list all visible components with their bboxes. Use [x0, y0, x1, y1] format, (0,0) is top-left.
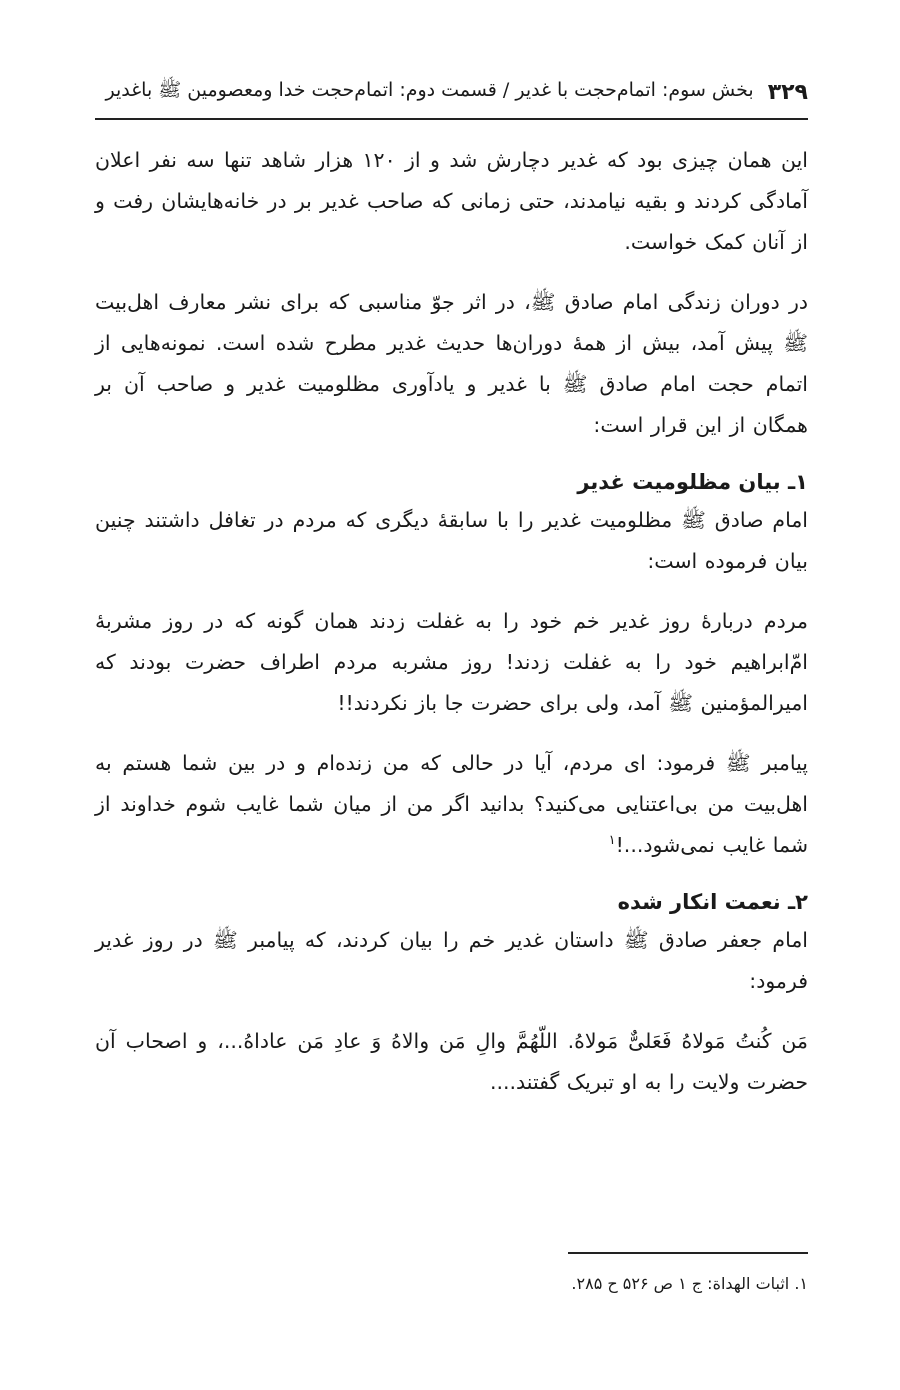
quote-paragraph-7: مَن کُنتُ مَولاهُ فَعَلیٌّ مَولاهُ. اللّهُمَّ والِ مَن والاهُ وَ عادِ مَن عاداهُ...، و اصحاب آن حضرت ولایت را به او تبریک گفتند....: [95, 1029, 808, 1094]
section-heading-2: ۲ـ نعمت انکار شده: [617, 890, 808, 914]
footnote: ۱. اثبات الهداة: ج ۱ ص ۵۲۶ ح ۲۸۵.: [571, 1274, 808, 1293]
running-header: [95, 70, 808, 114]
paragraph-5-text: پیامبر ﷺ فرمود: ای مردم، آیا در حالی که من زنده‌ام و در بین شما هستم به اهل‌بیت من بی‌اعتنایی می‌کنید؟ بدانید اگر من از میان شما غایب شوم خداوند از شما غایب نمی‌شود...!: [95, 751, 808, 857]
paragraph-6: امام جعفر صادق ﷺ داستان غدیر خم را بیان کردند، که پیامبر ﷺ در روز غدیر فرمود:: [95, 928, 808, 993]
quote-paragraph-5: [95, 743, 808, 866]
footnote-divider: [568, 1252, 808, 1254]
header-divider: [95, 118, 808, 120]
quote-paragraph-4: مردم دربارهٔ روز غدیر خم خود را به غفلت زدند همان گونه که در روز مشربهٔ امّ‌ابراهیم خود را به غفلت زدند! روز مشربه مردم اطراف حضرت بودند که امیرالمؤمنین ﷺ آمد، ولی برای حضرت جا باز نکردند!!: [95, 609, 808, 715]
paragraph-1: این همان چیزی بود که غدیر دچارش شد و از ۱۲۰ هزار شاهد تنها سه نفر اعلان آمادگی کردند و بقیه نیامدند، حتی زمانی که صاحب غدیر بر در خانه‌هایشان رفت و از آنان کمک خواست.: [95, 148, 808, 254]
running-header-title: بخش سوم: اتمام‌حجت با غدیر / قسمت دوم: اتمام‌حجت خدا ومعصومین ﷺ باغدیر: [105, 79, 754, 101]
footnote-marker[interactable]: ۱: [608, 833, 616, 849]
paragraph-2: در دوران زندگی امام صادق ﷺ، در اثر جوّ مناسبی که برای نشر معارف اهل‌بیت ﷺ پیش آمد، بیش از همهٔ دوران‌ها حدیث غدیر مطرح شده است. نمونه‌هایی از اتمام حجت امام صادق ﷺ با غدیر و یادآوری مظلومیت غدیر و صاحب آن بر همگان از این قرار است:: [95, 290, 808, 437]
section-heading-1: ۱ـ بیان مظلومیت غدیر: [577, 470, 808, 494]
page-number: ۳۲۹: [767, 79, 808, 105]
paragraph-3: امام صادق ﷺ مظلومیت غدیر را با سابقهٔ دیگری که مردم در تغافل داشتند چنین بیان فرموده است:: [95, 508, 808, 573]
page-body: [95, 140, 808, 1103]
